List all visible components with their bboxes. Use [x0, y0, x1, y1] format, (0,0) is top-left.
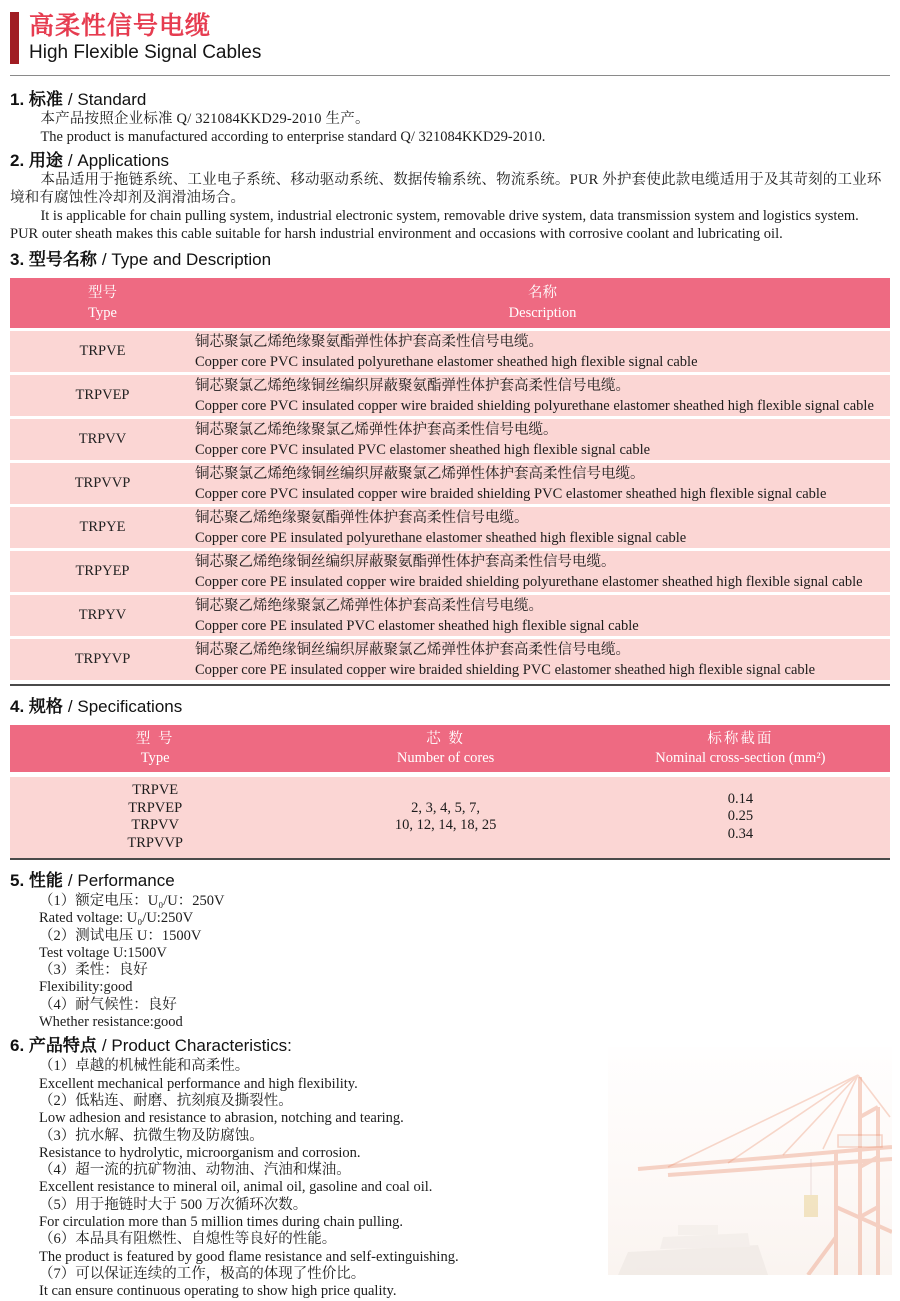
- page-title-zh: 高柔性信号电缆: [29, 12, 212, 40]
- list-item: Flexibility:good: [39, 979, 133, 996]
- spec-row-types: TRPVE TRPVEP TRPVV TRPVVP: [127, 782, 183, 851]
- spec-table-row: [10, 777, 890, 860]
- type-table-header-description: 名称 Description: [508, 285, 577, 321]
- table-row: TRPVE 铜芯聚氯乙烯绝缘聚氨酯弹性体护套高柔性信号电缆。 Copper core PVC insulated polyurethane elastomer sheathed high flexible signal cable: [10, 331, 890, 372]
- applications-text-en: It is applicable for chain pulling system, industrial electronic system, removable drive system, data transmission system and logistics system. PUR outer sheath makes this cable suitable for harsh industrial environment and occasions with corrosive coolant and lubricating oil.: [10, 208, 859, 242]
- table-bottom-rule: [10, 684, 890, 686]
- list-item: Low adhesion and resistance to abrasion, notching and tearing.: [39, 1110, 404, 1127]
- list-item: Rated voltage: U₀/U:250V: [39, 910, 194, 927]
- standard-text-en: The product is manufactured according to enterprise standard Q/ 321084KKD29-2010.: [40, 129, 546, 145]
- section-performance-heading: 5. 性能 / Performance: [10, 871, 175, 890]
- port-crane-image: [608, 1047, 892, 1275]
- type-table-header-type: 型号 Type: [88, 285, 117, 321]
- spec-header-cross-section: 标称截面 Nominal cross-section (mm²): [655, 731, 826, 766]
- list-item: （2）低粘连、耐磨、抗刻痕及撕裂性。: [39, 1092, 293, 1109]
- list-item: （7）可以保证连续的工作，极高的体现了性价比。: [39, 1265, 366, 1282]
- spec-header-cores: 芯 数 Number of cores: [396, 731, 495, 766]
- list-item: （4）超一流的抗矿物油、动物油、汽油和煤油。: [39, 1162, 351, 1179]
- table-row: TRPYE 铜芯聚乙烯绝缘聚氨酯弹性体护套高柔性信号电缆。 Copper core PE insulated polyurethane elastomer sheathed high flexible signal cable: [10, 507, 890, 548]
- list-item: （1）额定电压：U₀/U：250V: [39, 893, 225, 909]
- type-table-header: [10, 278, 890, 328]
- specifications-table: [10, 725, 890, 860]
- page-header: [10, 0, 890, 76]
- standard-text-zh: 本产品按照企业标准 Q/ 321084KKD29-2010 生产。: [40, 111, 370, 127]
- table-row: TRPYV 铜芯聚乙烯绝缘聚氯乙烯弹性体护套高柔性信号电缆。 Copper core PE insulated PVC elastomer sheathed high flexible signal cable: [10, 595, 890, 636]
- table-row: TRPVV 铜芯聚氯乙烯绝缘聚氯乙烯弹性体护套高柔性信号电缆。 Copper core PVC insulated PVC elastomer sheathed high flexible signal cable: [10, 419, 890, 460]
- list-item: （4）耐气候性：良好: [39, 996, 177, 1013]
- table-row: TRPVVP 铜芯聚氯乙烯绝缘铜丝编织屏蔽聚氯乙烯弹性体护套高柔性信号电缆。 Copper core PVC insulated copper wire braided shielding PVC elastomer sheathed high flexible signal cable: [10, 463, 890, 504]
- page-title-en: High Flexible Signal Cables: [29, 42, 262, 63]
- spec-row-cross-sections: 0.14 0.25 0.34: [727, 790, 754, 842]
- list-item: Excellent mechanical performance and high flexibility.: [39, 1075, 358, 1092]
- accent-bar: [10, 12, 19, 64]
- list-item: For circulation more than 5 million times during chain pulling.: [39, 1214, 404, 1231]
- list-item: Whether resistance:good: [39, 1014, 183, 1031]
- list-item: （5）用于拖链时大于 500 万次循环次数。: [39, 1196, 308, 1213]
- list-item: Excellent resistance to mineral oil, animal oil, gasoline and coal oil.: [39, 1179, 433, 1196]
- section-type-desc-heading: 3. 型号名称 / Type and Description: [10, 250, 272, 269]
- list-item: （3）抗水解、抗微生物及防腐蚀。: [39, 1127, 264, 1144]
- performance-list: [39, 893, 890, 1031]
- type-description-table: [10, 278, 890, 686]
- section-applications-heading: 2. 用途 / Applications: [10, 151, 170, 170]
- table-row: TRPVEP 铜芯聚氯乙烯绝缘铜丝编织屏蔽聚氨酯弹性体护套高柔性信号电缆。 Copper core PVC insulated copper wire braided shielding polyurethane elastomer sheathed high flexible signal cable: [10, 375, 890, 416]
- list-item: Resistance to hydrolytic, microorganism and corrosion.: [39, 1144, 361, 1161]
- list-item: It can ensure continuous operating to show high price quality.: [39, 1283, 397, 1300]
- table-row: TRPYEP 铜芯聚乙烯绝缘铜丝编织屏蔽聚氨酯弹性体护套高柔性信号电缆。 Copper core PE insulated copper wire braided shielding polyurethane elastomer sheathed high flexible signal cable: [10, 551, 890, 592]
- applications-text-zh: 本品适用于拖链系统、工业电子系统、移动驱动系统、数据传输系统、物流系统。PUR 外护套使此款电缆适用于及其苛刻的工业环境和有腐蚀性冷却剂及润滑油场合。: [10, 172, 882, 206]
- spec-header-type: 型 号 Type: [135, 731, 175, 766]
- list-item: （3）柔性：良好: [39, 962, 148, 979]
- list-item: （1）卓越的机械性能和高柔性。: [39, 1058, 250, 1075]
- section-specs-heading: 4. 规格 / Specifications: [10, 697, 183, 716]
- section-standard-heading: 1. 标准 / Standard: [10, 90, 147, 109]
- table-row: TRPYVP 铜芯聚乙烯绝缘铜丝编织屏蔽聚氯乙烯弹性体护套高柔性信号电缆。 Copper core PE insulated copper wire braided shielding PVC elastomer sheathed high flexible signal cable: [10, 639, 890, 680]
- spec-table-header: [10, 725, 890, 772]
- list-item: Test voltage U:1500V: [39, 944, 167, 961]
- list-item: （6）本品具有阻燃性、自熄性等良好的性能。: [39, 1231, 337, 1248]
- section-characteristics-heading: 6. 产品特点 / Product Characteristics:: [10, 1036, 292, 1056]
- list-item: （2）测试电压 U：1500V: [39, 927, 202, 944]
- list-item: The product is featured by good flame resistance and self-extinguishing.: [39, 1248, 459, 1265]
- spec-row-cores: 2, 3, 4, 5, 7, 10, 12, 14, 18, 25: [394, 799, 497, 833]
- port-crane-illustration: [608, 1047, 892, 1275]
